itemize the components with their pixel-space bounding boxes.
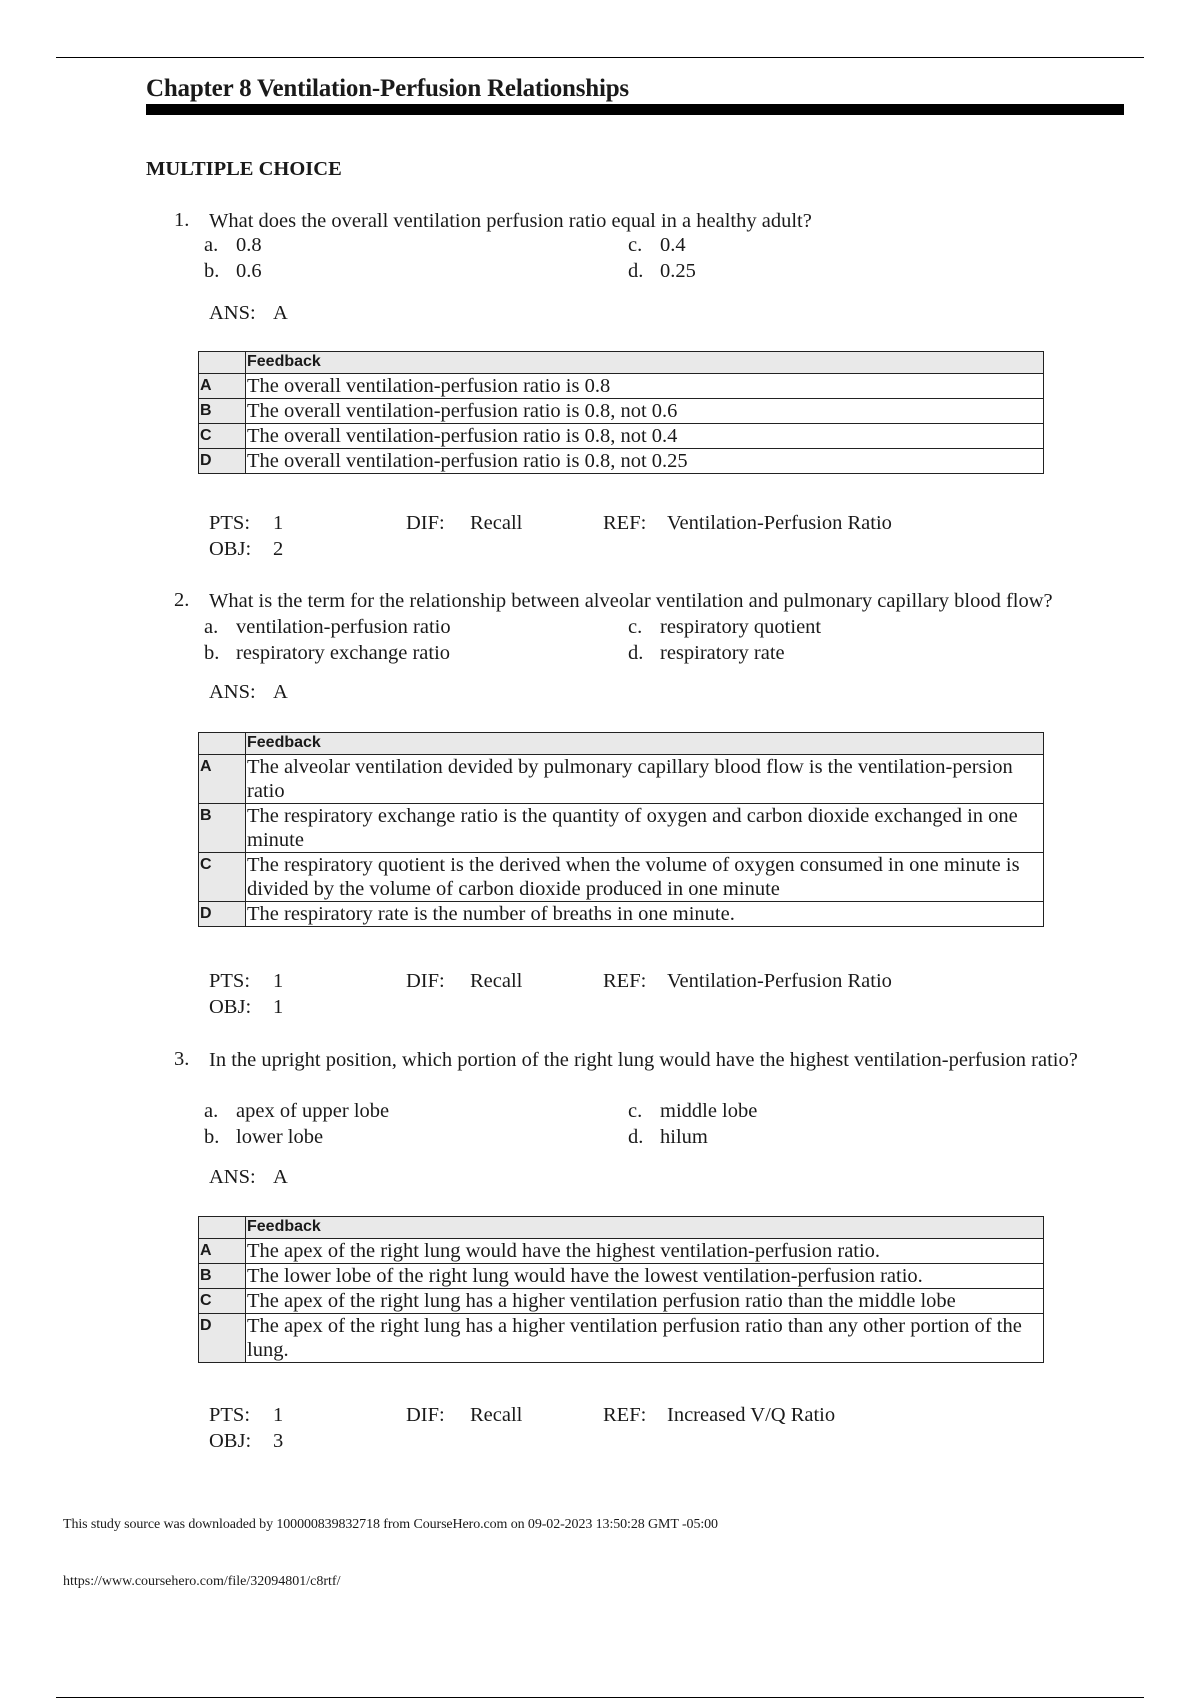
feedback-table [198, 351, 1044, 474]
points-value: 1 [273, 512, 284, 534]
feedback-text: The apex of the right lung has a higher ventilation perfusion ratio than the middle lobe [246, 1289, 1044, 1314]
choice-letter: b. [204, 1126, 220, 1148]
points [209, 512, 283, 535]
reference [603, 512, 892, 535]
chapter-title: Chapter 8 Ventilation-Perfusion Relationships [146, 75, 629, 102]
feedback-key: A [199, 1239, 246, 1264]
choice-letter: c. [628, 1100, 643, 1122]
reference-label: REF: [603, 1404, 647, 1426]
choice-letter: b. [204, 642, 220, 664]
answer-label: ANS: [209, 302, 256, 324]
feedback-text: The overall ventilation-perfusion ratio is 0.8, not 0.25 [246, 449, 1044, 474]
question-text: What is the term for the relationship between alveolar ventilation and pulmonary capillary blood flow? [209, 590, 1053, 612]
choice-b [204, 1125, 323, 1150]
choice-c [628, 615, 821, 640]
points-value: 1 [273, 970, 284, 992]
choice-letter: a. [204, 1100, 219, 1122]
feedback-corner-cell [199, 352, 246, 374]
choice-letter: d. [628, 260, 644, 282]
objective [209, 1430, 283, 1453]
reference [603, 970, 892, 993]
choice-text: 0.8 [236, 234, 262, 256]
choice-d [628, 1125, 708, 1150]
question-number: 1. [174, 209, 190, 231]
difficulty-value: Recall [470, 1404, 523, 1426]
section-heading: MULTIPLE CHOICE [146, 158, 342, 180]
choice-d [628, 259, 696, 284]
objective [209, 538, 283, 561]
difficulty-label: DIF: [406, 970, 445, 992]
reference [603, 1404, 835, 1427]
feedback-corner-cell [199, 1217, 246, 1239]
choice-b [204, 259, 262, 284]
feedback-key: D [199, 902, 246, 927]
choice-letter: d. [628, 1126, 644, 1148]
answer-label: ANS: [209, 681, 256, 703]
choice-text: apex of upper lobe [236, 1100, 390, 1122]
choice-text: hilum [660, 1126, 708, 1148]
feedback-text: The overall ventilation-perfusion ratio is 0.8, not 0.4 [246, 424, 1044, 449]
objective [209, 996, 283, 1019]
points-label: PTS: [209, 512, 251, 534]
feedback-key: D [199, 449, 246, 474]
answer-label: ANS: [209, 1166, 256, 1188]
choice-letter: b. [204, 260, 220, 282]
choice-letter: a. [204, 616, 219, 638]
feedback-key: C [199, 1289, 246, 1314]
choice-text: respiratory exchange ratio [236, 642, 451, 664]
bottom-rule [56, 1697, 1144, 1698]
feedback-text: The apex of the right lung would have the highest ventilation-perfusion ratio. [246, 1239, 1044, 1264]
choice-d [628, 641, 785, 666]
choice-a [204, 233, 262, 258]
points [209, 970, 283, 993]
feedback-text: The lower lobe of the right lung would have the lowest ventilation-perfusion ratio. [246, 1264, 1044, 1289]
choice-a [204, 615, 451, 640]
difficulty [406, 512, 522, 535]
reference-value: Ventilation-Perfusion Ratio [667, 970, 892, 992]
difficulty [406, 1404, 522, 1427]
feedback-table [198, 732, 1044, 927]
question-text: What does the overall ventilation perfusion ratio equal in a healthy adult? [209, 210, 812, 232]
reference-label: REF: [603, 970, 647, 992]
source-url: https://www.coursehero.com/file/32094801/c8rtf/ [63, 1574, 341, 1589]
points-value: 1 [273, 1404, 284, 1426]
feedback-key: B [199, 1264, 246, 1289]
feedback-text: The respiratory exchange ratio is the quantity of oxygen and carbon dioxide exchanged in one minute [246, 804, 1044, 853]
difficulty-label: DIF: [406, 512, 445, 534]
choice-text: middle lobe [660, 1100, 758, 1122]
top-rule [56, 57, 1144, 58]
feedback-corner-cell [199, 733, 246, 755]
choice-letter: c. [628, 616, 643, 638]
choice-letter: d. [628, 642, 644, 664]
choice-c [628, 233, 686, 258]
choice-letter: c. [628, 234, 643, 256]
objective-value: 1 [273, 996, 284, 1018]
difficulty-value: Recall [470, 970, 523, 992]
choice-text: lower lobe [236, 1126, 324, 1148]
difficulty-value: Recall [470, 512, 523, 534]
choice-a [204, 1099, 389, 1124]
choice-text: ventilation-perfusion ratio [236, 616, 451, 638]
choice-text: 0.25 [660, 260, 696, 282]
answer-value: A [273, 302, 288, 324]
download-notice: This study source was downloaded by 100000839832718 from CourseHero.com on 09-02-2023 13:50:28 GMT -05:00 [63, 1517, 718, 1532]
reference-label: REF: [603, 512, 647, 534]
feedback-text: The alveolar ventilation devided by pulmonary capillary blood flow is the ventilation-persion ratio [246, 755, 1044, 804]
choice-text: respiratory quotient [660, 616, 822, 638]
answer-line [209, 681, 288, 704]
feedback-text: The overall ventilation-perfusion ratio is 0.8, not 0.6 [246, 399, 1044, 424]
objective-value: 3 [273, 1430, 284, 1452]
feedback-header: Feedback [246, 352, 1044, 374]
feedback-key: D [199, 1314, 246, 1363]
difficulty-label: DIF: [406, 1404, 445, 1426]
question-number: 2. [174, 589, 190, 611]
difficulty [406, 970, 522, 993]
answer-value: A [273, 1166, 288, 1188]
answer-line [209, 302, 288, 325]
reference-value: Increased V/Q Ratio [667, 1404, 836, 1426]
reference-value: Ventilation-Perfusion Ratio [667, 512, 892, 534]
choice-text: 0.4 [660, 234, 686, 256]
objective-value: 2 [273, 538, 284, 560]
feedback-key: A [199, 374, 246, 399]
points [209, 1404, 283, 1427]
feedback-key: C [199, 424, 246, 449]
feedback-text: The respiratory rate is the number of breaths in one minute. [246, 902, 1044, 927]
title-underline-bar [146, 104, 1124, 115]
feedback-text: The apex of the right lung has a higher ventilation perfusion ratio than any other portion of the lung. [246, 1314, 1044, 1363]
question-text: In the upright position, which portion of the right lung would have the highest ventilation-perfusion ratio? [209, 1049, 1078, 1071]
choice-letter: a. [204, 234, 219, 256]
points-label: PTS: [209, 1404, 251, 1426]
question-number: 3. [174, 1048, 190, 1070]
feedback-header: Feedback [246, 733, 1044, 755]
feedback-header: Feedback [246, 1217, 1044, 1239]
feedback-key: C [199, 853, 246, 902]
points-label: PTS: [209, 970, 251, 992]
objective-label: OBJ: [209, 1430, 252, 1452]
feedback-text: The overall ventilation-perfusion ratio is 0.8 [246, 374, 1044, 399]
objective-label: OBJ: [209, 996, 252, 1018]
answer-value: A [273, 681, 288, 703]
objective-label: OBJ: [209, 538, 252, 560]
feedback-key: B [199, 399, 246, 424]
answer-line [209, 1166, 288, 1189]
choice-text: respiratory rate [660, 642, 785, 664]
choice-b [204, 641, 450, 666]
feedback-table [198, 1216, 1044, 1363]
feedback-key: A [199, 755, 246, 804]
feedback-key: B [199, 804, 246, 853]
feedback-text: The respiratory quotient is the derived when the volume of oxygen consumed in one minute is divided by the volume of carbon dioxide produced in one minute [246, 853, 1044, 902]
choice-c [628, 1099, 757, 1124]
choice-text: 0.6 [236, 260, 262, 282]
